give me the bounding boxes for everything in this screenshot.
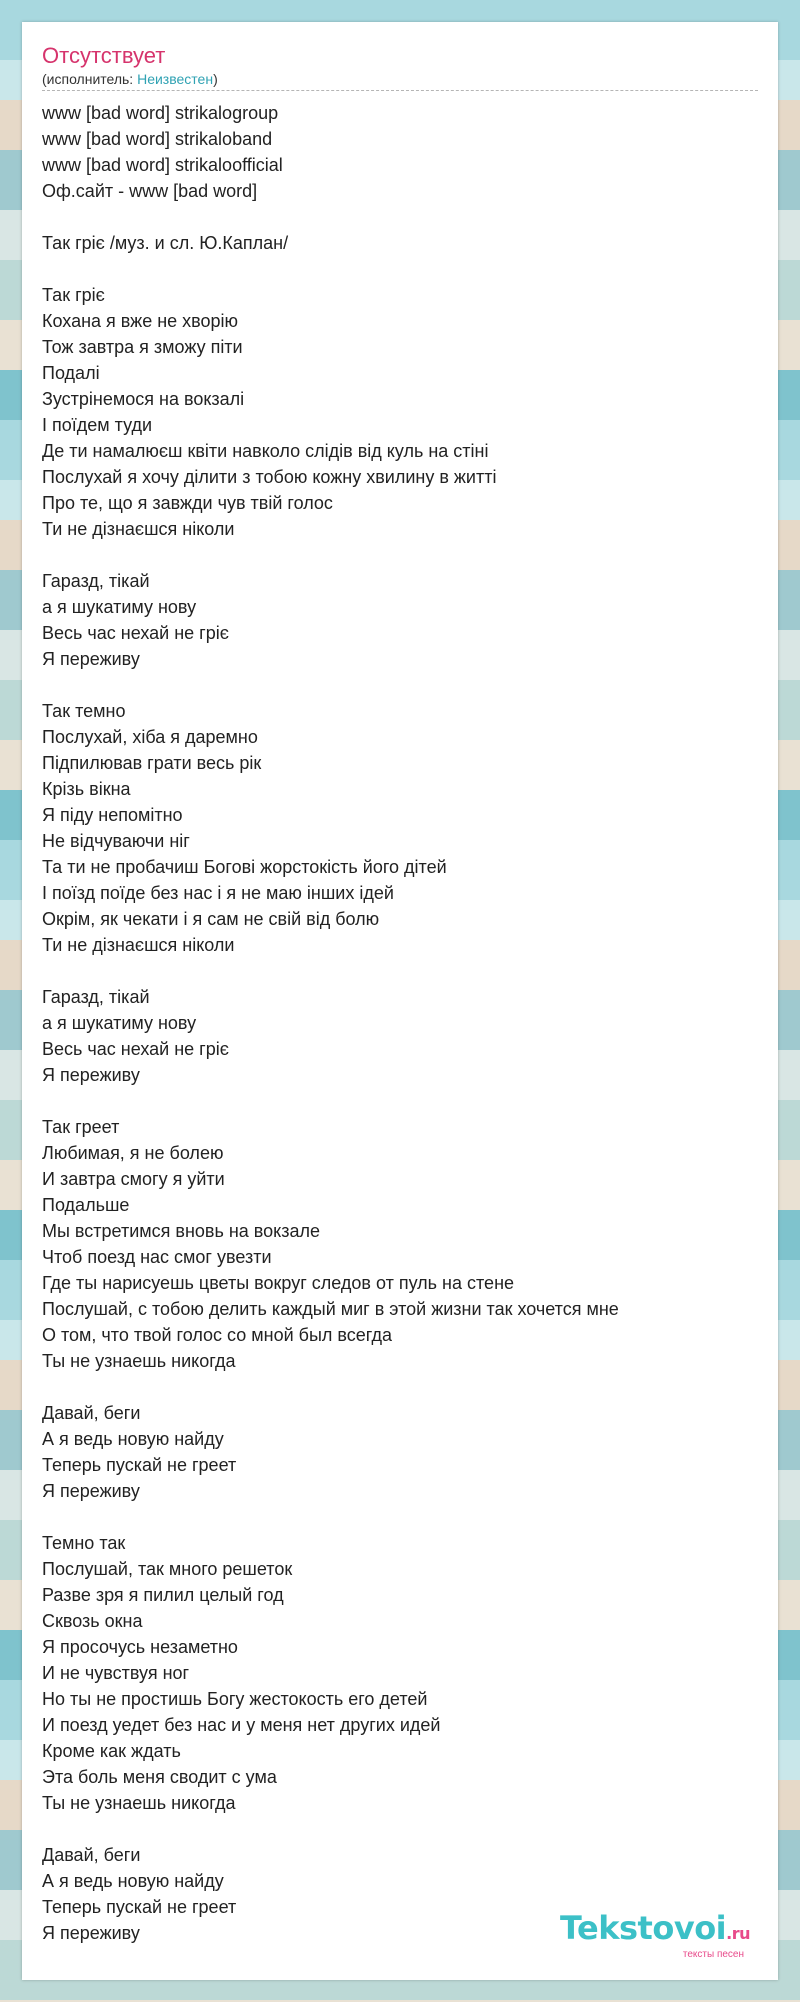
lyric-line: Я переживу <box>42 1481 140 1501</box>
lyric-line: Я переживу <box>42 1065 140 1085</box>
lyric-line: Де ти намалюєш квіти навколо слідів від куль на стіні <box>42 441 489 461</box>
lyric-line: Подальше <box>42 1195 130 1215</box>
lyric-line: Давай, беги <box>42 1845 141 1865</box>
lyrics-card <box>22 22 778 1980</box>
site-logo[interactable] <box>560 1911 750 1951</box>
song-header <box>42 42 758 91</box>
lyric-line: Ти не дізнаєшся ніколи <box>42 519 235 539</box>
lyric-line: Теперь пускай не греет <box>42 1455 237 1475</box>
lyric-blank-line <box>42 1088 758 1114</box>
lyric-line: О том, что твой голос со мной был всегда <box>42 1325 393 1345</box>
lyric-line: Та ти не пробачиш Богові жорстокість його дітей <box>42 857 447 877</box>
lyric-line: Підпилював грати весь рік <box>42 753 262 773</box>
lyric-line: Гаразд, тікай <box>42 571 150 591</box>
lyric-line: www [bad word] strikaloofficial <box>42 155 283 175</box>
lyric-line: Темно так <box>42 1533 126 1553</box>
lyric-line: Так гріє <box>42 285 105 305</box>
lyric-blank-line <box>42 542 758 568</box>
lyric-blank-line <box>42 204 758 230</box>
lyric-line: а я шукатиму нову <box>42 597 197 617</box>
song-title: Отсутствует <box>42 43 166 68</box>
lyric-line: Ти не дізнаєшся ніколи <box>42 935 235 955</box>
lyric-line: Эта боль меня сводит с ума <box>42 1767 277 1787</box>
lyric-line: И не чувствуя ног <box>42 1663 190 1683</box>
lyric-line: Послухай, хіба я даремно <box>42 727 258 747</box>
lyric-line: Оф.сайт - www [bad word] <box>42 181 258 201</box>
lyric-line: Про те, що я завжди чув твій голос <box>42 493 333 513</box>
lyric-line: Подалі <box>42 363 100 383</box>
lyric-line: Так греет <box>42 1117 120 1137</box>
logo-tagline: тексты песен <box>682 1949 744 1960</box>
lyric-line: И поезд уедет без нас и у меня нет других идей <box>42 1715 441 1735</box>
lyric-line: І поїзд поїде без нас і я не маю інших ідей <box>42 883 394 903</box>
lyric-line: Разве зря я пилил целый год <box>42 1585 284 1605</box>
lyric-line: Так гріє /муз. и сл. Ю.Каплан/ <box>42 233 289 253</box>
artist-prefix: (исполнитель: <box>42 71 138 87</box>
lyric-line: www [bad word] strikaloband <box>42 129 273 149</box>
lyric-line: Кохана я вже не хворію <box>42 311 239 331</box>
lyric-line: Но ты не простишь Богу жестокость его детей <box>42 1689 428 1709</box>
lyric-line: Зустрінемося на вокзалі <box>42 389 245 409</box>
lyric-line: Весь час нехай не гріє <box>42 623 229 643</box>
lyric-line: А я ведь новую найду <box>42 1429 224 1449</box>
lyric-line: Ты не узнаешь никогда <box>42 1351 236 1371</box>
lyric-line: Весь час нехай не гріє <box>42 1039 229 1059</box>
lyric-line: Окрім, як чекати і я сам не свій від болю <box>42 909 380 929</box>
lyric-line: Сквозь окна <box>42 1611 143 1631</box>
lyric-line: Тож завтра я зможу піти <box>42 337 243 357</box>
lyric-line: Я піду непомітно <box>42 805 183 825</box>
lyric-line: Я просочусь незаметно <box>42 1637 238 1657</box>
lyric-line: І поїдем туди <box>42 415 153 435</box>
logo-text: Tekstovoi <box>559 1909 727 1947</box>
lyric-line: Гаразд, тікай <box>42 987 150 1007</box>
lyric-line: Я переживу <box>42 1923 140 1943</box>
lyric-line: Послушай, с тобою делить каждый миг в этой жизни так хочется мне <box>42 1299 619 1319</box>
lyric-blank-line <box>42 672 758 698</box>
lyric-line: Ты не узнаешь никогда <box>42 1793 236 1813</box>
lyric-line: Я переживу <box>42 649 140 669</box>
lyric-line: Крізь вікна <box>42 779 131 799</box>
lyric-line: Где ты нарисуешь цветы вокруг следов от пуль на стене <box>42 1273 515 1293</box>
lyric-blank-line <box>42 1504 758 1530</box>
artist-link[interactable]: Неизвестен <box>137 71 214 87</box>
lyric-line: Кроме как ждать <box>42 1741 181 1761</box>
lyric-line: Послухай я хочу ділити з тобою кожну хвилину в житті <box>42 467 497 487</box>
lyric-line: Теперь пускай не греет <box>42 1897 237 1917</box>
lyric-line: Не відчуваючи ніг <box>42 831 190 851</box>
lyric-blank-line <box>42 1374 758 1400</box>
lyric-line: Чтоб поезд нас смог увезти <box>42 1247 272 1267</box>
logo-tld: .ru <box>726 1924 750 1943</box>
lyric-line: www [bad word] strikalogroup <box>42 103 279 123</box>
lyric-line: Послушай, так много решеток <box>42 1559 293 1579</box>
lyric-line: И завтра смогу я уйти <box>42 1169 225 1189</box>
lyric-blank-line <box>42 256 758 282</box>
lyric-blank-line <box>42 958 758 984</box>
site-footer <box>560 1911 750 1960</box>
lyric-line: а я шукатиму нову <box>42 1013 197 1033</box>
artist-suffix: ) <box>213 71 218 87</box>
lyric-line: Любимая, я не болею <box>42 1143 224 1163</box>
lyrics-text <box>42 100 758 1946</box>
lyric-line: Давай, беги <box>42 1403 141 1423</box>
lyric-line: Так темно <box>42 701 126 721</box>
artist-line <box>42 70 758 88</box>
lyric-line: Мы встретимся вновь на вокзале <box>42 1221 321 1241</box>
lyric-blank-line <box>42 1816 758 1842</box>
lyric-line: А я ведь новую найду <box>42 1871 224 1891</box>
